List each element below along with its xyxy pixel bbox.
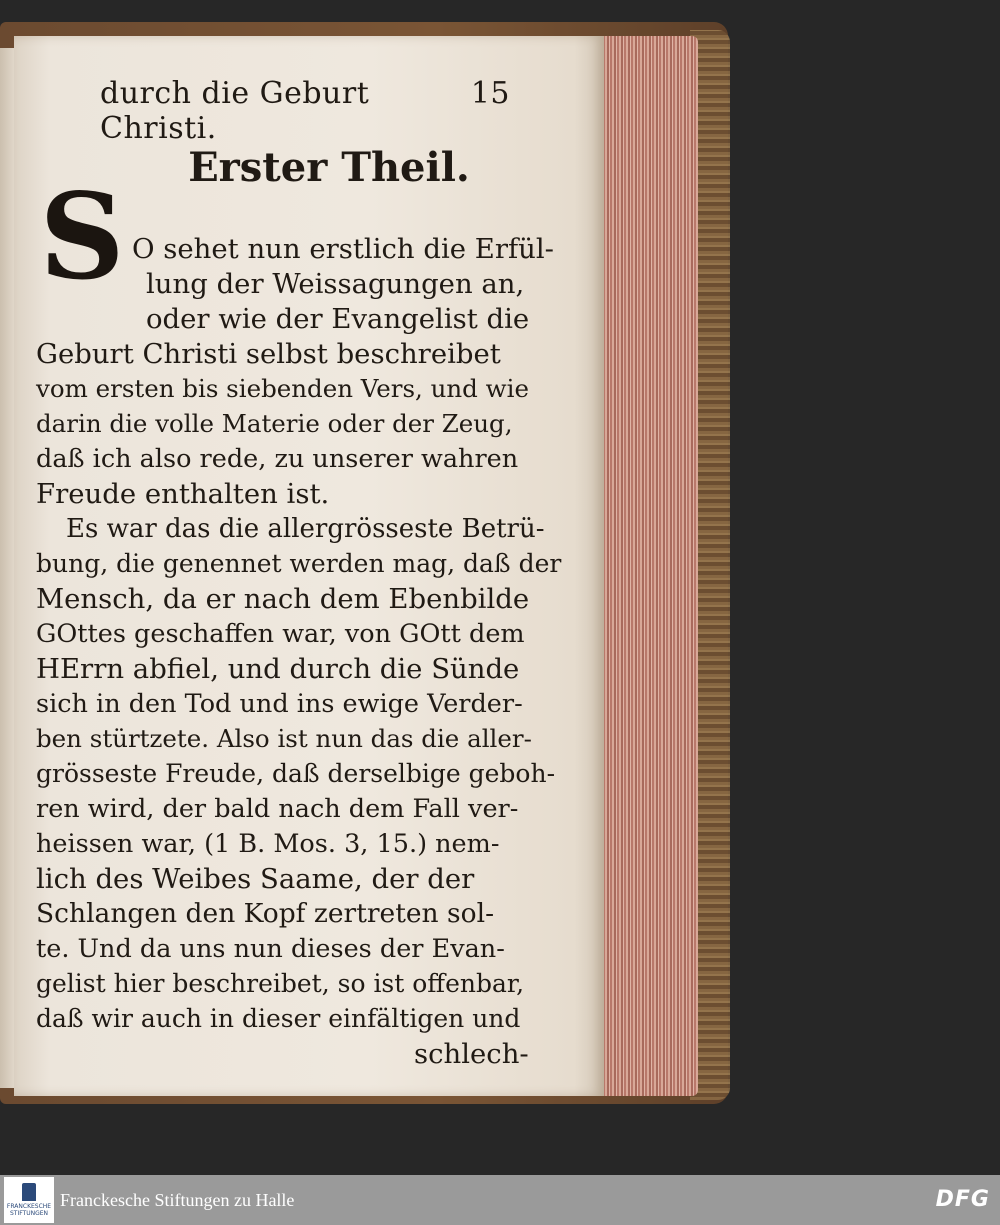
institution-logo[interactable] (4, 1177, 54, 1223)
running-head (100, 76, 510, 146)
text-line: daß ich also rede, zu unserer wahren (36, 444, 519, 474)
text-line: heissen war, (1 B. Mos. 3, 15.) nem- (36, 829, 500, 859)
text-line: Es war das die allergrösseste Betrü- (66, 514, 545, 544)
text-line: lich des Weibes Saame, der der (36, 863, 475, 895)
text-line: te. Und da uns nun dieses der Evan- (36, 934, 505, 964)
text-line: bung, die genennet werden mag, daß der (36, 549, 562, 578)
text-line: daß wir auch in dieser einfältigen und (36, 1004, 521, 1033)
text-line: vom ersten bis siebenden Vers, und wie (36, 374, 529, 403)
running-head-title: durch die Geburt Christi. (100, 76, 370, 146)
text-line: HErrn abfiel, und durch die Sünde (36, 653, 520, 685)
institution-name[interactable]: Franckesche Stiftungen zu Halle (60, 1189, 295, 1210)
text-line: Geburt Christi selbst beschreibet (36, 338, 501, 370)
building-icon (22, 1183, 36, 1201)
text-line: sich in den Tod und ins ewige Verder- (36, 689, 523, 719)
text-line: lung der Weissagungen an, (146, 268, 525, 300)
logo-caption: FRANCKESCHE STIFTUNGEN (6, 1203, 52, 1217)
catchword: schlech- (414, 1038, 529, 1070)
text-line: ren wird, der bald nach dem Fall ver- (36, 794, 519, 824)
text-line: darin die volle Materie oder der Zeug, (36, 409, 513, 438)
text-line: Schlangen den Kopf zertreten sol- (36, 898, 495, 929)
text-line: gelist hier beschreibet, so ist offenbar, (36, 969, 525, 998)
text-line: grösseste Freude, daß derselbige geboh- (36, 759, 556, 788)
text-line: Freude enthalten ist. (36, 478, 330, 510)
page-number: 15 (470, 76, 510, 111)
drop-cap: S (39, 167, 125, 306)
text-line: oder wie der Evangelist die (146, 303, 530, 335)
page-text (14, 36, 604, 1096)
dfg-logo[interactable]: DFG (935, 1187, 990, 1212)
text-line: O sehet nun erstlich die Erfül- (132, 233, 554, 265)
text-line: Mensch, da er nach dem Ebenbilde (36, 583, 530, 615)
book-page (14, 36, 604, 1096)
section-heading: Erster Theil. (188, 144, 470, 191)
text-line: ben stürtzete. Also ist nun das die aller- (36, 724, 532, 753)
page-block-edge (596, 36, 698, 1096)
text-line: GOttes geschaffen war, von GOtt dem (36, 619, 525, 649)
viewer-footer (0, 1175, 1000, 1225)
